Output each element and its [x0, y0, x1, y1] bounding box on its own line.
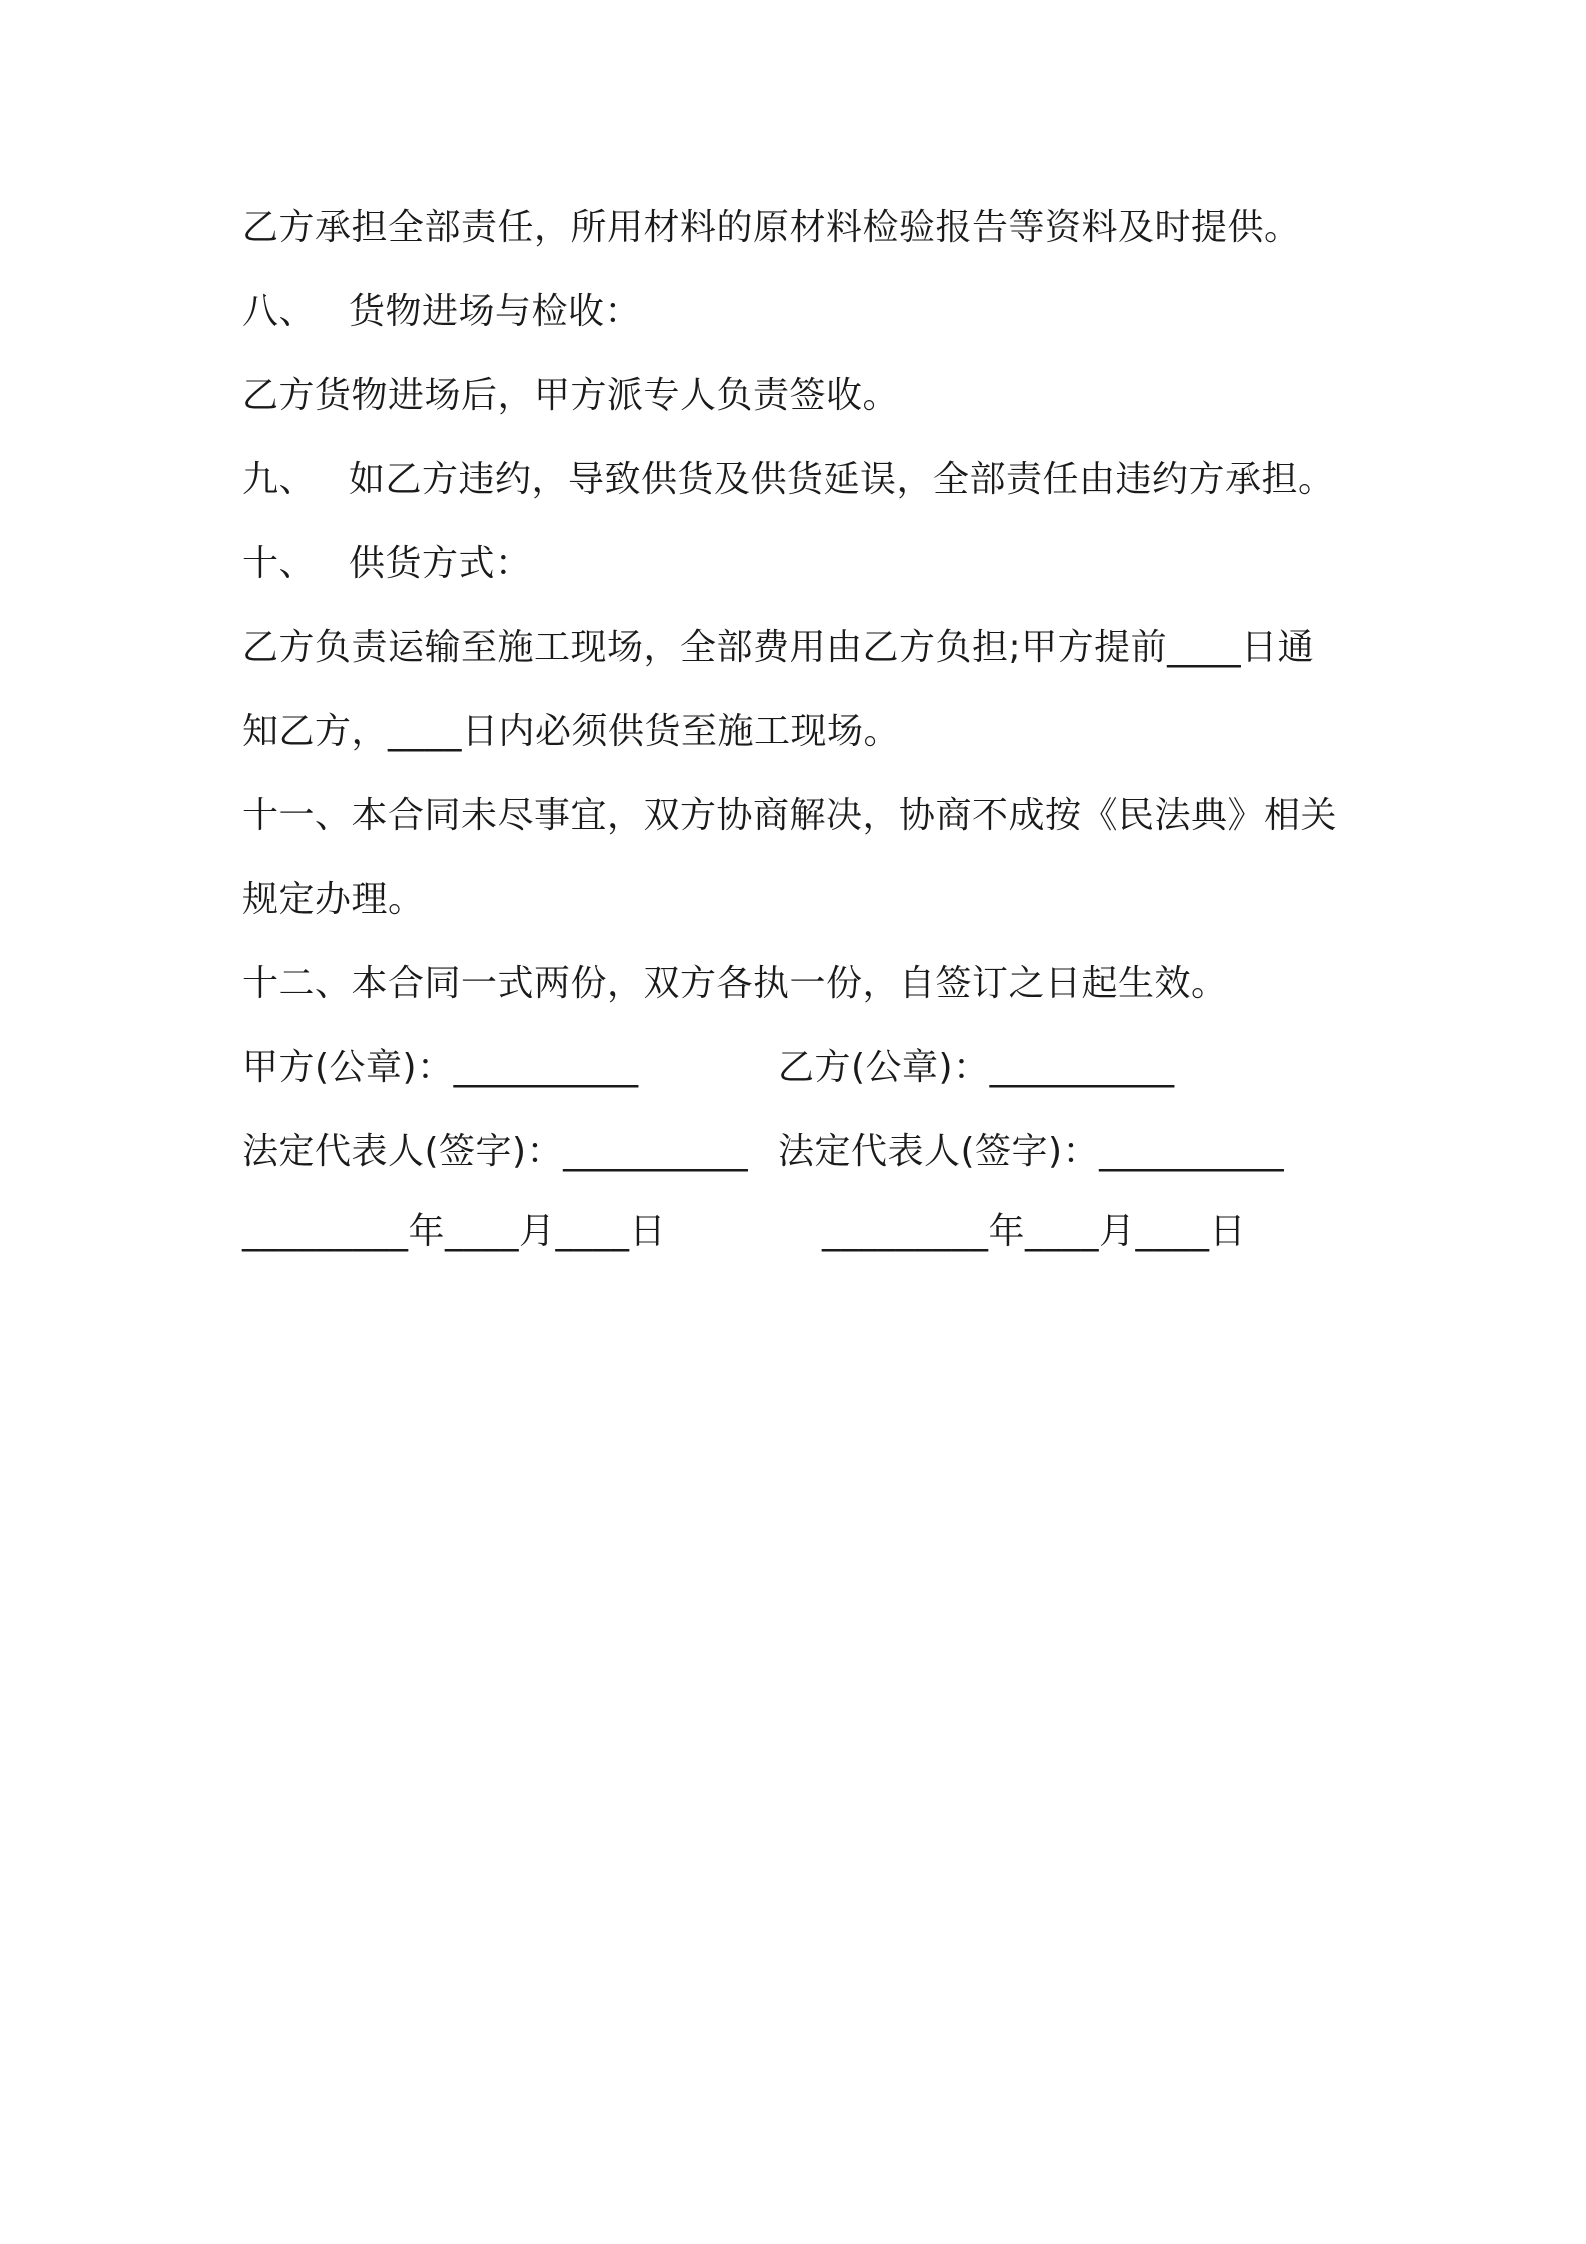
paragraph-goods-receipt: 乙方货物进场后，甲方派专人负责签收。 — [242, 375, 900, 416]
paragraph-delivery-line-2: 知乙方，____日内必须供货至施工现场。 — [242, 711, 901, 752]
paragraph-material-responsibility: 乙方承担全部责任，所用材料的原材料检验报告等资料及时提供。 — [242, 207, 1301, 248]
section-number: 十、 — [242, 543, 316, 584]
section-text: 如乙方违约，导致供货及供货延误，全部责任由违约方承担。 — [349, 459, 1335, 500]
paragraph-delivery-line-1: 乙方负责运输至施工现场，全部费用由乙方负担;甲方提前____日通 — [242, 627, 1315, 668]
section-11-line-1: 十一、本合同未尽事宜，双方协商解决，协商不成按《民法典》相关 — [242, 795, 1338, 836]
party-b-representative-line: 法定代表人(签字)：__________ — [778, 1131, 1285, 1172]
section-9-heading — [242, 460, 1335, 500]
section-title: 货物进场与检收： — [349, 291, 642, 332]
section-number: 八、 — [242, 291, 316, 332]
section-10-heading — [242, 544, 532, 584]
section-8-heading — [242, 292, 641, 332]
section-12: 十二、本合同一式两份，双方各执一份，自签订之日起生效。 — [242, 963, 1228, 1004]
party-a-seal-line: 甲方(公章)：__________ — [242, 1047, 639, 1088]
party-a-representative-line: 法定代表人(签字)：__________ — [242, 1131, 749, 1172]
party-a-date-line: _________年____月____日 — [242, 1211, 666, 1252]
party-b-seal-line: 乙方(公章)：__________ — [778, 1047, 1175, 1088]
section-11-line-2: 规定办理。 — [242, 879, 425, 920]
section-title: 供货方式： — [349, 543, 532, 584]
party-b-date-line: _________年____月____日 — [822, 1211, 1246, 1252]
section-number: 九、 — [242, 459, 316, 500]
